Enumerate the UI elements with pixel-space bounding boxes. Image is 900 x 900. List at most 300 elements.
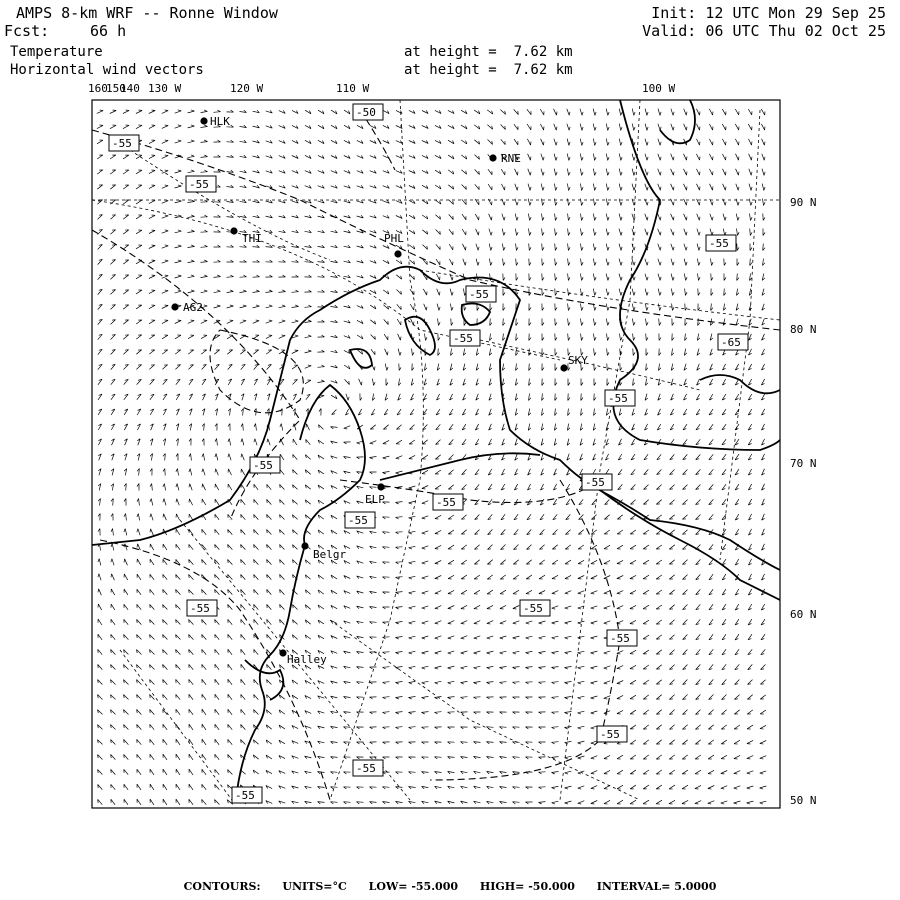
wind-vector bbox=[737, 229, 740, 236]
wind-vector bbox=[98, 379, 102, 385]
wind-vector bbox=[137, 650, 142, 655]
wind-vector bbox=[370, 185, 377, 188]
wind-vector bbox=[189, 514, 193, 520]
wind-vector bbox=[279, 125, 285, 128]
contour-label: -55 bbox=[585, 476, 605, 489]
wind-vector bbox=[189, 529, 193, 535]
wind-vector bbox=[696, 424, 700, 430]
wind-vector bbox=[137, 784, 141, 790]
wind-vector bbox=[671, 214, 674, 220]
wind-vector bbox=[292, 215, 299, 218]
wind-vector bbox=[565, 575, 571, 579]
wind-vector bbox=[488, 499, 492, 505]
wind-vector bbox=[422, 666, 429, 669]
wind-vector bbox=[643, 575, 649, 579]
wind-vector bbox=[228, 604, 233, 609]
wind-vector bbox=[529, 319, 531, 326]
wind-vector bbox=[162, 170, 168, 173]
wind-vector bbox=[736, 169, 739, 175]
wind-vector bbox=[462, 229, 466, 235]
wind-vector bbox=[357, 727, 364, 729]
wind-vector bbox=[279, 185, 286, 188]
wind-vector bbox=[683, 485, 688, 490]
wind-vector bbox=[515, 469, 518, 475]
wind-vector bbox=[669, 710, 674, 715]
wind-vector bbox=[761, 604, 765, 610]
wind-vector bbox=[552, 697, 559, 699]
wind-vector bbox=[552, 575, 558, 579]
wind-vector bbox=[669, 650, 674, 655]
wind-vector bbox=[163, 724, 167, 730]
wind-vector bbox=[422, 486, 428, 490]
wind-vector bbox=[513, 682, 520, 684]
wind-vector bbox=[682, 770, 688, 774]
wind-vector bbox=[567, 139, 570, 146]
wind-vector bbox=[539, 742, 546, 744]
wind-vector bbox=[188, 320, 194, 323]
wind-vector bbox=[266, 290, 273, 293]
wind-vector bbox=[370, 697, 377, 699]
wind-vector bbox=[450, 304, 453, 311]
wind-vector bbox=[344, 471, 351, 474]
wind-vector bbox=[396, 727, 403, 729]
wind-vector bbox=[409, 621, 416, 624]
wind-vector bbox=[448, 757, 455, 759]
wind-vector bbox=[370, 487, 377, 489]
wind-vector bbox=[528, 409, 531, 416]
wind-vector bbox=[671, 169, 674, 175]
wind-vector bbox=[396, 592, 403, 594]
wind-vector bbox=[709, 379, 712, 385]
wind-vector bbox=[254, 394, 257, 401]
wind-vector bbox=[150, 635, 155, 640]
wind-vector bbox=[98, 695, 103, 700]
wind-vector bbox=[241, 439, 244, 446]
wind-vector bbox=[188, 335, 194, 339]
wind-vector bbox=[267, 634, 272, 639]
wind-vector bbox=[331, 245, 338, 248]
wind-vector bbox=[630, 605, 636, 609]
wind-vector bbox=[357, 697, 364, 699]
wind-vector bbox=[422, 455, 428, 459]
wind-vector bbox=[163, 394, 167, 400]
wind-vector bbox=[149, 200, 155, 204]
wind-vector bbox=[136, 215, 142, 219]
wind-vector bbox=[539, 697, 546, 699]
wind-vector bbox=[566, 514, 571, 519]
wind-vector bbox=[542, 259, 544, 266]
wind-vector bbox=[643, 665, 649, 669]
wind-vector bbox=[748, 604, 752, 610]
wind-vector bbox=[513, 712, 520, 714]
wind-vector bbox=[540, 484, 543, 490]
wind-vector bbox=[344, 140, 350, 143]
station-label: ELP bbox=[365, 493, 385, 506]
wind-vector bbox=[331, 110, 337, 114]
wind-vector bbox=[305, 620, 310, 624]
wind-vector bbox=[527, 529, 532, 534]
wind-vector bbox=[450, 379, 453, 386]
wind-vector bbox=[552, 801, 559, 804]
wind-vector bbox=[280, 589, 285, 594]
wind-vector bbox=[568, 394, 570, 401]
wind-vector bbox=[370, 441, 377, 444]
wind-vector bbox=[710, 364, 713, 370]
wind-vector bbox=[383, 170, 389, 173]
wind-vector bbox=[318, 320, 325, 322]
wind-vector bbox=[528, 424, 531, 431]
wind-vector bbox=[241, 364, 246, 369]
wind-vector bbox=[279, 320, 286, 323]
wind-vector bbox=[372, 379, 375, 386]
wind-vector bbox=[748, 514, 751, 520]
wind-vector bbox=[98, 409, 102, 415]
wind-vector bbox=[331, 651, 337, 654]
wind-vector bbox=[409, 245, 415, 249]
wind-vector bbox=[515, 199, 518, 206]
wind-vector bbox=[555, 304, 557, 311]
wind-vector bbox=[266, 185, 273, 188]
wind-vector bbox=[645, 274, 648, 281]
wind-vector bbox=[580, 124, 583, 131]
wind-vector bbox=[331, 605, 337, 608]
wind-vector bbox=[189, 649, 194, 654]
wind-vector bbox=[553, 530, 558, 535]
wind-vector bbox=[279, 801, 286, 804]
wind-vector bbox=[240, 200, 247, 203]
wind-vector bbox=[279, 170, 285, 173]
wind-vector bbox=[266, 770, 272, 773]
wind-vector bbox=[331, 230, 338, 233]
wind-vector bbox=[136, 185, 142, 189]
wind-vector bbox=[279, 245, 286, 247]
wind-vector bbox=[555, 409, 557, 416]
wind-vector bbox=[554, 184, 557, 191]
wind-vector bbox=[215, 694, 219, 700]
wind-vector bbox=[149, 365, 154, 370]
wind-vector bbox=[709, 695, 714, 700]
wind-vector bbox=[110, 290, 115, 295]
wind-vector bbox=[228, 619, 232, 624]
wind-vector bbox=[604, 576, 610, 580]
wind-vector bbox=[292, 515, 297, 520]
wind-vector bbox=[500, 560, 505, 565]
wind-vector bbox=[201, 230, 208, 232]
wind-vector bbox=[162, 290, 168, 293]
wind-vector bbox=[581, 319, 584, 326]
wind-vector bbox=[370, 727, 377, 729]
wind-vector bbox=[643, 560, 649, 564]
wind-vector bbox=[241, 454, 244, 460]
coastline bbox=[92, 100, 780, 800]
wind-vector bbox=[293, 380, 298, 385]
wind-vector bbox=[202, 664, 206, 669]
wind-vector bbox=[620, 334, 623, 341]
wind-vector bbox=[399, 364, 401, 371]
wind-vector bbox=[591, 681, 598, 684]
wind-vector bbox=[658, 364, 661, 371]
wind-vector bbox=[685, 304, 687, 311]
wind-vector bbox=[241, 574, 246, 579]
wind-vector bbox=[762, 514, 765, 520]
wind-vector bbox=[422, 110, 428, 113]
wind-vector bbox=[189, 544, 193, 549]
wind-vector bbox=[722, 424, 726, 430]
wind-vector bbox=[318, 260, 325, 262]
wind-vector bbox=[435, 772, 442, 774]
wind-vector bbox=[449, 259, 453, 265]
wind-vector bbox=[461, 621, 467, 624]
wind-vector bbox=[539, 682, 546, 684]
wind-vector bbox=[696, 619, 701, 624]
wind-vector bbox=[318, 635, 324, 639]
coastline-segment bbox=[580, 480, 780, 570]
wind-vector bbox=[175, 125, 182, 128]
wind-vector bbox=[529, 259, 531, 266]
wind-vector bbox=[630, 785, 636, 789]
wind-vector bbox=[383, 290, 389, 294]
wind-vector bbox=[280, 560, 285, 565]
wind-vector bbox=[513, 727, 520, 729]
wind-vector bbox=[516, 364, 518, 371]
wind-vector bbox=[500, 787, 507, 789]
wind-vector bbox=[448, 651, 455, 654]
wind-vector bbox=[643, 785, 649, 789]
wind-vector bbox=[137, 394, 141, 400]
station-marker bbox=[489, 154, 496, 161]
wind-vector bbox=[110, 215, 115, 220]
wind-vector bbox=[228, 424, 230, 431]
wind-vector bbox=[526, 575, 532, 579]
wind-vector bbox=[111, 619, 115, 625]
wind-vector bbox=[331, 696, 338, 699]
wind-vector bbox=[331, 290, 338, 292]
wind-vector bbox=[409, 681, 416, 684]
wind-vector bbox=[542, 409, 544, 416]
wind-vector bbox=[253, 350, 258, 354]
wind-vector bbox=[568, 409, 570, 416]
wind-vector bbox=[488, 184, 492, 190]
wind-vector bbox=[254, 574, 259, 579]
wind-vector bbox=[552, 772, 559, 775]
wind-vector bbox=[735, 529, 739, 535]
wind-vector bbox=[240, 245, 247, 247]
wind-vector bbox=[267, 574, 272, 579]
wind-vector bbox=[344, 442, 351, 444]
wind-vector bbox=[176, 379, 180, 384]
wind-vector bbox=[527, 514, 531, 520]
wind-vector bbox=[671, 259, 674, 266]
wind-vector bbox=[318, 140, 324, 143]
wind-vector bbox=[383, 440, 389, 444]
wind-vector bbox=[474, 636, 481, 639]
wind-vector bbox=[721, 710, 726, 715]
wind-vector bbox=[110, 200, 115, 204]
wind-vector bbox=[462, 409, 465, 415]
wind-vector bbox=[436, 409, 440, 415]
wind-vector bbox=[202, 769, 206, 775]
wind-vector bbox=[682, 725, 687, 730]
wind-vector bbox=[332, 410, 337, 415]
wind-vector bbox=[357, 305, 363, 308]
wind-vector bbox=[500, 605, 506, 609]
wind-vector bbox=[682, 800, 688, 804]
wind-vector bbox=[137, 680, 142, 685]
wind-vector bbox=[671, 244, 674, 251]
wind-vector bbox=[124, 695, 129, 700]
wind-vector bbox=[411, 394, 414, 400]
contour-label: -55 bbox=[610, 632, 630, 645]
wind-vector bbox=[656, 725, 661, 729]
wind-vector bbox=[448, 666, 455, 669]
wind-vector bbox=[202, 679, 206, 685]
wind-vector bbox=[487, 666, 494, 669]
wind-vector bbox=[383, 802, 390, 804]
wind-vector bbox=[736, 154, 740, 160]
wind-vector bbox=[515, 184, 518, 191]
wind-vector bbox=[526, 727, 533, 729]
wind-vector bbox=[124, 365, 129, 370]
wind-vector bbox=[721, 755, 727, 759]
wind-vector bbox=[150, 394, 154, 400]
wind-vector bbox=[344, 275, 351, 278]
wind-vector bbox=[215, 469, 218, 475]
wind-vector bbox=[488, 469, 492, 475]
wind-vector bbox=[266, 335, 272, 339]
wind-vector bbox=[735, 649, 739, 655]
wind-vector bbox=[696, 439, 700, 444]
wind-vector bbox=[526, 651, 533, 654]
wind-vector bbox=[422, 516, 429, 519]
wind-vector bbox=[305, 350, 312, 353]
wind-vector bbox=[437, 364, 440, 371]
wind-vector bbox=[697, 169, 701, 175]
wind-vector bbox=[98, 740, 103, 745]
wind-vector bbox=[241, 589, 246, 594]
wind-vector bbox=[97, 155, 103, 159]
wind-vector bbox=[565, 801, 572, 804]
wind-vector bbox=[488, 140, 493, 145]
wind-vector bbox=[515, 439, 518, 446]
wind-vector bbox=[631, 469, 635, 474]
wind-vector bbox=[111, 604, 115, 610]
wind-vector bbox=[176, 709, 180, 715]
wind-vector bbox=[254, 484, 258, 490]
wind-vector bbox=[202, 499, 206, 505]
wind-vector bbox=[591, 726, 598, 729]
wind-vector bbox=[110, 110, 116, 114]
wind-vector bbox=[240, 305, 247, 308]
wind-vector bbox=[215, 559, 220, 564]
wind-vector bbox=[656, 710, 661, 715]
wind-vector bbox=[721, 725, 727, 729]
wind-vector bbox=[98, 484, 101, 491]
wind-vector bbox=[150, 469, 152, 476]
wind-vector bbox=[279, 755, 285, 758]
wind-vector bbox=[318, 515, 324, 519]
wind-vector bbox=[162, 155, 168, 158]
legend-units: UNITS=°C bbox=[282, 880, 347, 893]
wind-vector bbox=[331, 530, 337, 534]
wind-vector bbox=[594, 364, 596, 371]
field-temperature: Temperature bbox=[10, 44, 103, 60]
wind-vector bbox=[422, 155, 428, 158]
wind-vector bbox=[254, 544, 259, 549]
contour-label: -55 bbox=[436, 496, 456, 509]
wind-vector bbox=[555, 364, 557, 371]
wind-vector bbox=[618, 484, 623, 489]
wind-vector bbox=[461, 681, 468, 684]
wind-vector bbox=[228, 454, 231, 461]
wind-vector bbox=[695, 785, 701, 789]
wind-vector bbox=[149, 155, 155, 159]
wind-vector bbox=[539, 667, 546, 669]
wind-vector bbox=[696, 710, 701, 715]
wind-vector bbox=[710, 334, 713, 341]
wind-vector bbox=[760, 756, 767, 759]
wind-vector bbox=[619, 184, 622, 191]
wind-vector bbox=[643, 590, 649, 594]
wind-vector bbox=[606, 229, 609, 236]
wind-vector bbox=[448, 170, 454, 174]
wind-vector bbox=[436, 259, 440, 265]
wind-vector bbox=[202, 784, 206, 790]
wind-vector bbox=[736, 304, 739, 311]
wind-vector bbox=[645, 109, 648, 116]
station-marker bbox=[394, 250, 401, 257]
wind-vector bbox=[162, 110, 168, 113]
wind-vector bbox=[708, 786, 714, 790]
wind-vector bbox=[241, 604, 246, 609]
wind-vector bbox=[539, 651, 546, 654]
wind-vector bbox=[721, 740, 727, 744]
wind-vector bbox=[709, 139, 713, 145]
wind-vector bbox=[565, 771, 572, 774]
wind-vector bbox=[344, 666, 351, 669]
ice-shelf-edge bbox=[660, 100, 695, 143]
wind-vector bbox=[461, 110, 467, 114]
wind-vector bbox=[567, 184, 570, 191]
wind-vector bbox=[514, 514, 518, 520]
wind-vector bbox=[567, 169, 570, 176]
wind-vector bbox=[645, 184, 648, 191]
wind-vector bbox=[591, 771, 597, 774]
wind-vector bbox=[214, 140, 221, 142]
wind-vector bbox=[267, 409, 269, 416]
wind-vector bbox=[476, 364, 479, 371]
wind-vector bbox=[383, 125, 389, 128]
wind-vector bbox=[643, 530, 649, 534]
wind-vector bbox=[735, 664, 740, 669]
wind-vector bbox=[487, 712, 494, 714]
wind-vector bbox=[279, 275, 286, 277]
wind-vector bbox=[150, 409, 154, 415]
wind-vector bbox=[669, 500, 674, 505]
wind-vector bbox=[137, 439, 140, 446]
wind-vector bbox=[476, 379, 479, 386]
wind-vector bbox=[410, 425, 415, 430]
wind-vector bbox=[305, 560, 310, 565]
wind-vector bbox=[501, 125, 506, 130]
wind-vector bbox=[253, 215, 260, 218]
wind-vector bbox=[215, 679, 219, 685]
wind-vector bbox=[606, 409, 609, 416]
wind-vector bbox=[555, 244, 557, 251]
wind-vector bbox=[748, 439, 752, 445]
wind-vector bbox=[176, 469, 179, 476]
wind-vector bbox=[578, 636, 585, 639]
wind-vector bbox=[475, 439, 479, 445]
